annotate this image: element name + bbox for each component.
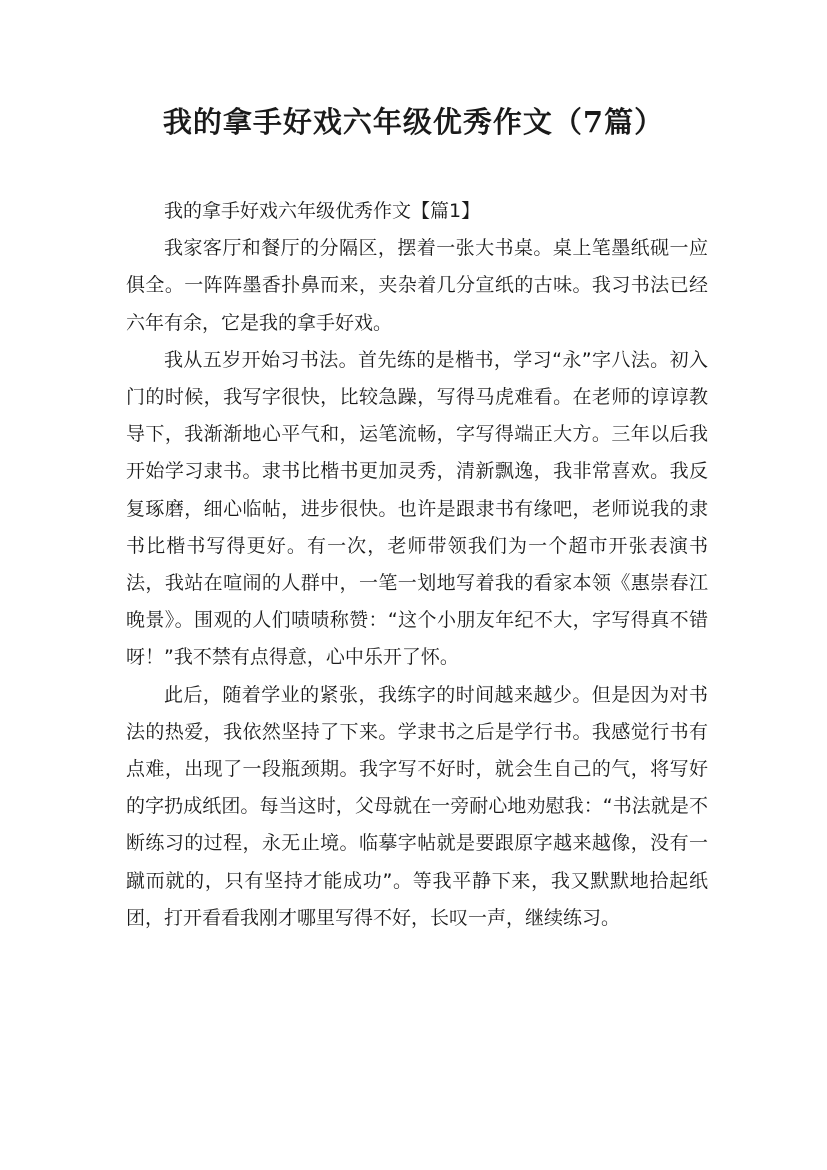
section-heading: 我的拿手好戏六年级优秀作文【篇1】 bbox=[164, 200, 481, 222]
paragraph-2: 我从五岁开始习书法。首先练的是楷书，学习“永”字八法。初入门的时候，我写字很快，比较急躁，写得马虎难看。在老师的谆谆教导下，我渐渐地心平气和，运笔流畅，字写得端正大方。三年以后我开始学习隶书。隶书比楷书更加灵秀，清新飘逸，我非常喜欢。我反复琢磨，细心临帖，进步很快。也许是跟隶书有缘吧，老师说我的隶书比楷书写得更好。有一次，老师带领我们为一个超市开张表演书法，我站在喧闹的人群中，一笔一划地写着我的看家本领《惠崇春江晚景》。围观的人们啧啧称赞：“这个小朋友年纪不大，字写得真不错呀！”我不禁有点得意，心中乐开了怀。 bbox=[126, 348, 708, 669]
article-body bbox=[126, 193, 708, 937]
paragraph-1: 我家客厅和餐厅的分隔区，摆着一张大书桌。桌上笔墨纸砚一应俱全。一阵阵墨香扑鼻而来，夹杂着几分宣纸的古味。我习书法已经六年有余，它是我的拿手好戏。 bbox=[126, 237, 708, 334]
page-title: 我的拿手好戏六年级优秀作文（7篇） bbox=[162, 105, 665, 139]
paragraph-3: 此后，随着学业的紧张，我练字的时间越来越少。但是因为对书法的热爱，我依然坚持了下来。学隶书之后是学行书。我感觉行书有点难，出现了一段瓶颈期。我字写不好时，就会生自己的气，将写好的字扔成纸团。每当这时，父母就在一旁耐心地劝慰我：“书法就是不断练习的过程，永无止境。临摹字帖就是要跟原字越来越像，没有一蹴而就的，只有坚持才能成功”。等我平静下来，我又默默地拾起纸团，打开看看我刚才哪里写得不好，长叹一声，继续练习。 bbox=[126, 683, 708, 929]
